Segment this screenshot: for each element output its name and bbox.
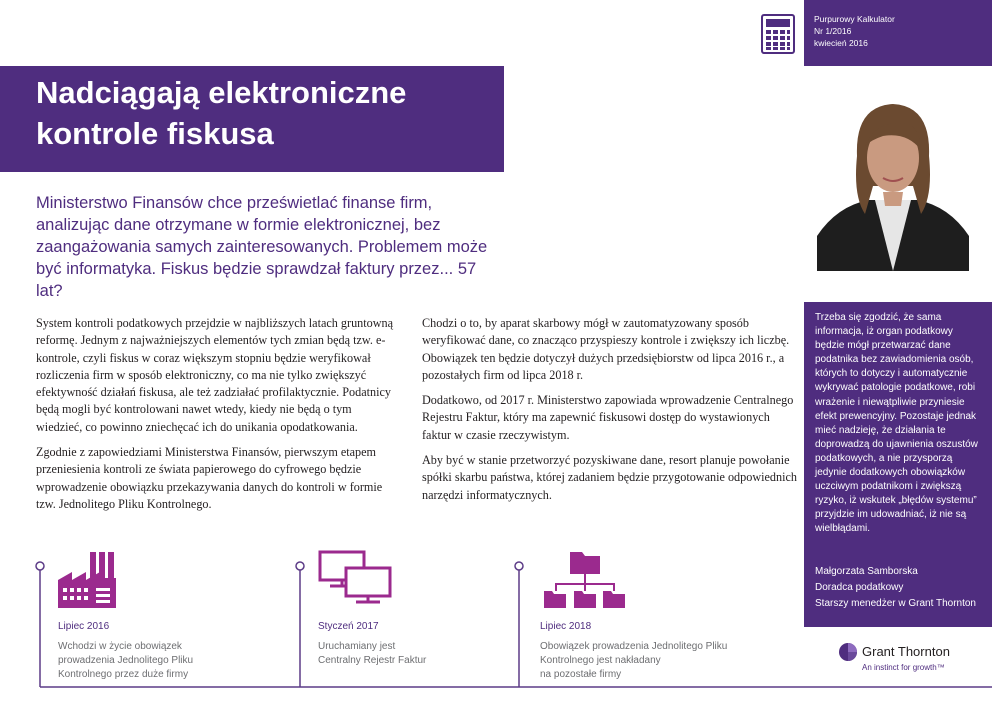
author-name: Małgorzata Samborska [815, 566, 918, 577]
issue-number: Nr 1/2016 [814, 26, 852, 36]
timeline-marker [36, 562, 44, 687]
timeline-marker [515, 562, 523, 687]
title-line-1: Nadciągają elektroniczne [36, 75, 407, 110]
timeline-date-2016: Lipiec 2016 [58, 621, 110, 632]
calculator-icon [761, 14, 795, 54]
publication-info-box [804, 0, 992, 66]
lead-paragraph: Ministerstwo Finansów chce prześwietlać finanse firm, analizując dane otrzymane w formie elektronicznej, bez zaangażowania samych zainteresowanych. Problemem może być informatyka. Fiskus będzie sprawdzał faktury przez... 57 lat? [36, 194, 488, 300]
timeline-desc-line: na pozostałe firmy [540, 669, 622, 680]
timeline-desc-2018 [540, 640, 727, 682]
body-paragraph: Aby być w stanie przetworzyć pozyskiwane dane, resort planuje powołanie spółki skarbu państwa, której zadaniem będzie przygotowanie odpowiednich narzędzi informatycznych. [422, 453, 797, 502]
issue-date: kwiecień 2016 [814, 38, 868, 48]
publication-name: Purpurowy Kalkulator [814, 14, 895, 24]
page-title [36, 72, 496, 154]
timeline-date-2017: Styczeń 2017 [318, 621, 379, 632]
timeline-date-2018: Lipiec 2018 [540, 621, 592, 632]
timeline-desc-line: Obowiązek prowadzenia Jednolitego Pliku [540, 641, 728, 652]
body-paragraph: System kontroli podatkowych przejdzie w najbliższych latach gruntowną reformę. Jednym z najważniejszych elementów tych zmian będą tzw. e-kontrole, czyli fiskus w coraz większym stopniu będzie weryfikował rozliczenia firm w sposób elektroniczny, co ma nie tylko zwiększyć efektywność działań fiskusa, ale też zadziałać profilaktycznie. Podatnicy będą mogli być kontrolowani nawet wtedy, kiedy nie będą o tym wiedzieć, co powinno zniechęcać ich do unikania opodatkowania. [36, 316, 394, 434]
author-role: Doradca podatkowy [815, 582, 904, 593]
timeline-desc-2017 [318, 640, 426, 668]
body-paragraph: Zgodnie z zapowiedziami Ministerstwa Finansów, pierwszym etapem przeniesienia kontroli ze świata papierowego do cyfrowego będzie wprowadzenie obowiązku przekazywania danych do kontroli w formie tzw. Jednolitego Pliku Kontrolnego. [36, 445, 383, 511]
timeline-desc-line: Wchodzi w życie obowiązek [58, 641, 182, 652]
timeline-desc-line: prowadzenia Jednolitego Pliku [58, 655, 194, 666]
title-line-2: kontrole fiskusa [36, 116, 274, 151]
timeline-desc-line: Uruchamiany jest [318, 641, 396, 652]
folder-network-icon [544, 552, 625, 608]
computers-icon [320, 552, 390, 602]
factory-icon [58, 552, 116, 608]
author-company-role: Starszy menedżer w Grant Thornton [815, 598, 976, 609]
timeline-desc-line: Kontrolnego jest nakładany [540, 655, 661, 666]
body-paragraph: Chodzi o to, by aparat skarbowy mógł w zautomatyzowany sposób weryfikować dane, co znacząco przyspieszy kontrole i zwiększy ich liczbę. Obowiązek ten będzie dotyczył dużych przedsiębiorstw od lipca 2016 r., a pozostałych firm od lipca 2018 r. [422, 316, 790, 382]
body-column-right [422, 315, 798, 512]
body-column-left [36, 315, 396, 521]
logo-wordmark: Grant Thornton [862, 644, 950, 659]
logo-tagline: An instinct for growth™ [862, 663, 945, 672]
sidebar-quote: Trzeba się zgodzić, że sama informacja, iż organ podatkowy będzie mógł przetwarzać dane podatnika bez zawiadomienia osób, których to dotyczy i automatycznie wykrywać patologie podatkowe, robi wrażenie i niewątpliwie przyniesie efekt prewencyjny. Pozostaje jednak mieć nadzieję, że działania te doprowadzą do ujawnienia oszustów podatkowych, a nie przysporzą jedynie dodatkowych obowiązków uczciwym podatnikom i zwiększą ryzyko, iż wskutek „błędów systemu” przyjdzie im udowadniać, iż nie są wielbłądami. [815, 312, 978, 535]
body-paragraph: Dodatkowo, od 2017 r. Ministerstwo zapowiada wprowadzenie Centralnego Rejestru Faktur, który ma zapewnić fiskusowi dostęp do wystawionych faktur w czasie rzeczywistym. [422, 393, 794, 442]
timeline-desc-line: Centralny Rejestr Faktur [318, 655, 427, 666]
timeline-desc-2016 [58, 640, 193, 682]
timeline-desc-line: Kontrolnego przez duże firmy [58, 669, 189, 680]
author-photo [817, 96, 969, 271]
timeline-marker [296, 562, 304, 687]
